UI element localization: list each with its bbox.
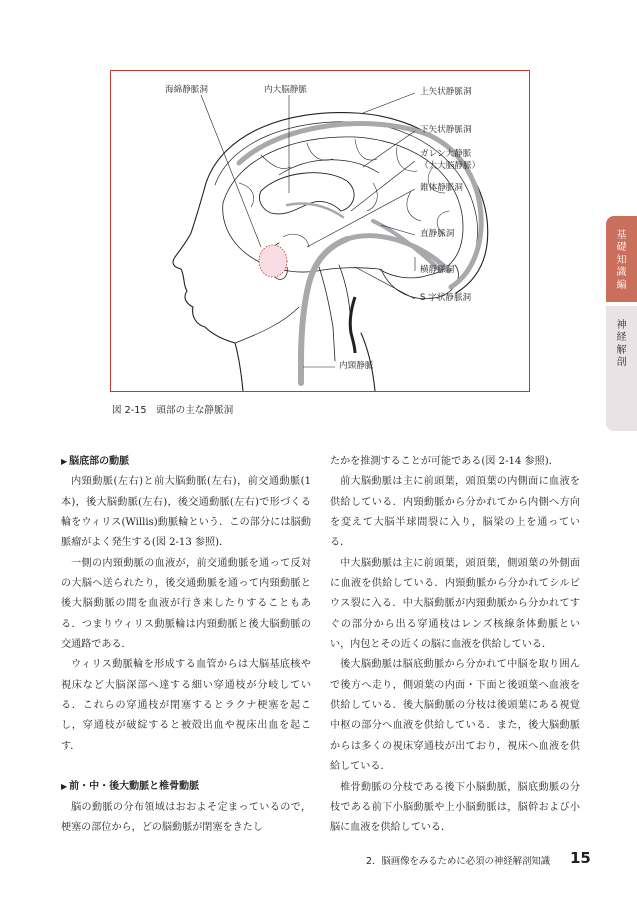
sulci: [239, 139, 449, 247]
label-inferior-sagittal-sinus: 下矢状静脈洞: [420, 125, 472, 135]
section-heading-text: 前・中・後大動脈と椎骨動脈: [69, 781, 200, 793]
paragraph: 内頸動脈(左右)と前大脳動脈(左右)，前交通動脈(1本)，後大脳動脈(左右)，後交通動脈(左右)で形づくる輪をウィリス(Willis)動脈輪という．この部分には脳動脈瘤がよく発生する(図 2-13 参照)．: [61, 476, 311, 549]
chapter-side-tab: [606, 216, 637, 431]
section-heading-text: 脳底部の動脈: [69, 456, 130, 467]
label-sigmoid-sinus: S 字状静脈洞: [420, 293, 472, 303]
label-galen-vein: ガレン大静脈: [420, 149, 472, 159]
label-cavernous-sinus: 海綿静脈洞: [165, 85, 208, 95]
side-tab-neuroanatomy-label: 神経解剖: [616, 320, 627, 369]
label-transverse-sinus: 横静脈洞: [420, 265, 455, 275]
label-superior-sagittal-sinus: 上矢状静脈洞: [420, 87, 472, 97]
page-number: 15: [570, 849, 591, 867]
side-tab-neuroanatomy: [606, 306, 637, 431]
label-galen-vein-alt: （大大脳静脈）: [420, 161, 481, 171]
cavernous-sinus: [259, 245, 287, 277]
right-column: [330, 452, 580, 839]
figure-caption-number: 図 2-15: [112, 405, 147, 416]
paragraph: 脳の動脈の分布領域はおおよそ定まっているので，梗塞の部位から，どの脳動脈が閉塞をきたし: [61, 801, 311, 833]
head-venous-sinus-illustration: [111, 71, 529, 391]
label-internal-cerebral-vein: 内大脳静脈: [264, 85, 307, 95]
paragraph: 椎骨動脈の分枝である後下小脳動脈，脳底動脈の分枝である前下小脳動脈や上小脳動脈は，脳幹および小脳に血液を供給している．: [330, 781, 580, 834]
side-tab-basics: [606, 216, 637, 302]
figure-caption: [112, 402, 233, 416]
paragraph: 中大脳動脈は主に前頭葉，頭頂葉，側頭葉の外側面に血液を供給している．内頸動脈から分かれてシルビウス裂に入る．中大脳動脈が内頸動脈から分かれてすぐの部分から出る穿通枝はレンズ核線条体動脈といい，内包とその近くの脳に血液を供給している．: [330, 557, 580, 651]
figure-caption-title: 頭部の主な静脈洞: [156, 405, 234, 416]
paragraph: たかを推測することが可能である(図 2-14 参照)．: [330, 456, 559, 467]
inferior-sagittal-sinus-line: [279, 160, 379, 175]
label-vertebral-sinus: 錐体静脈洞: [420, 183, 463, 193]
figure-frame: [110, 70, 530, 392]
label-straight-sinus: 直静脈洞: [420, 229, 455, 239]
section-heading-cerebral-arteries: [61, 777, 311, 797]
paragraph: 前大脳動脈は主に前頭葉，頭頂葉の内側面に血液を供給している．内頸動脈から分かれてから内側へ方向を変えて大脳半球間裂に入り，脳梁の上を通っている．: [330, 476, 580, 549]
running-footer: 2．脳画像をみるために必須の神経解剖知識: [366, 856, 551, 867]
paragraph: ウィリス動脈輪を形成する血管からは大脳基底核や視床など大脳深部へ達する細い穿通枝が分岐している．これらの穿通枝が閉塞するとラクナ梗塞を起こし，穿通枝が破綻すると被殻出血や視床出血を起こす．: [61, 659, 311, 752]
paragraph: 後大脳動脈は脳底動脈から分かれて中脳を取り囲んで後方へ走り，側頭葉の内面・下面と後頭葉へ血液を供給している．後大脳動脈の分枝は後頭葉にある視覚中枢の部分へ血液を供給している．また，後大脳動脈からは多くの視床穿通枝が出ており，視床へ血液を供給している．: [330, 659, 580, 773]
section-heading-basal-arteries: [61, 452, 311, 472]
lateral-ventricle: [259, 173, 354, 214]
jugular-vein-vessel: [350, 297, 355, 353]
brainstem: [319, 267, 335, 361]
triangle-bullet-icon: ▶: [61, 457, 68, 466]
face-profile: [173, 183, 243, 391]
side-tab-basics-label: 基礎知識編: [616, 230, 627, 291]
triangle-bullet-icon: ▶: [61, 782, 68, 792]
paragraph: 一側の内頸動脈の血液が，前交通動脈を通って反対の大脳へ送られたり，後交通動脈を通って内頸動脈と後大脳動脈の間を血液が行き来したりすることもある．つまりウィリス動脈輪は内頸動脈と後大脳動脈の交通路である．: [61, 557, 311, 651]
label-internal-jugular-vein: 内頸静脈: [339, 361, 374, 371]
left-column: [61, 452, 311, 838]
jaw-line: [235, 307, 299, 343]
